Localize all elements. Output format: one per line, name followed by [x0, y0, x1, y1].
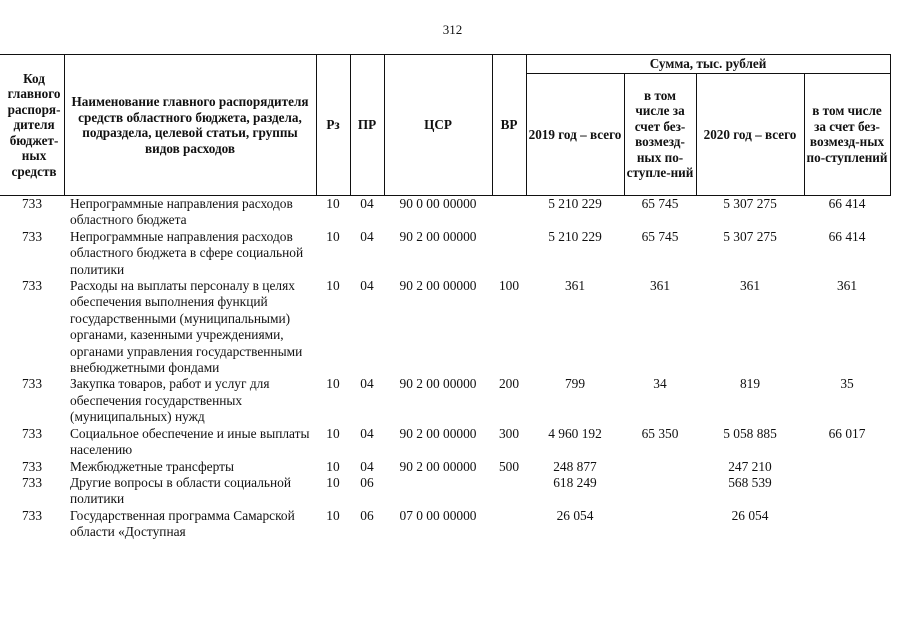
table-row: [0, 229, 890, 278]
cell-2019-total: 26 054: [556, 507, 594, 523]
cell-code: 733: [21, 425, 43, 441]
cell-csr: 90 2 00 00000: [399, 228, 477, 244]
cell-2020-total: 5 307 275: [723, 228, 777, 244]
cell-2019-total: 799: [564, 376, 586, 392]
cell-2020-total: 568 539: [728, 474, 772, 490]
cell-2019-total: 361: [564, 278, 586, 294]
cell-2020-total: 361: [739, 278, 761, 294]
cell-name: Закупка товаров, работ и услуг для обеспечения государственных (муниципальных) нужд: [70, 376, 270, 425]
cell-code: 733: [21, 507, 43, 523]
cell-name: Другие вопросы в области социальной политики: [70, 474, 292, 507]
cell-vr: 300: [498, 425, 520, 441]
header-2019-free: в том числе за счет без-возмезд-ных по-ступле-ний: [624, 73, 696, 196]
cell-2020-total: 5 307 275: [723, 196, 777, 211]
budget-table-container: [0, 54, 905, 541]
cell-pr: 04: [360, 425, 374, 441]
cell-vr: 500: [498, 458, 520, 474]
header-code-line: дителя: [13, 117, 55, 133]
table-row: [0, 376, 890, 425]
cell-2019-free: 65 350: [641, 425, 679, 441]
cell-name: Государственная программа Самарской области «Доступная: [70, 507, 295, 540]
cell-pr: 04: [360, 196, 374, 211]
header-pr: ПР: [350, 55, 384, 196]
cell-pr: 04: [360, 458, 374, 474]
header-2019-total: 2019 год – всего: [526, 73, 624, 196]
cell-rz: 10: [326, 425, 340, 441]
header-sum-title: Сумма, тыс. рублей: [526, 55, 890, 74]
cell-2020-free: [804, 508, 890, 541]
cell-vr: 100: [498, 278, 520, 294]
cell-2019-total: 5 210 229: [548, 228, 602, 244]
cell-rz: 10: [326, 458, 340, 474]
cell-2020-free: 66 414: [828, 228, 866, 244]
cell-pr: 06: [360, 507, 374, 523]
header-code-line: средств: [11, 163, 57, 179]
cell-2020-free: 361: [836, 278, 858, 294]
cell-2019-total: 618 249: [553, 474, 597, 490]
cell-2020-free: 35: [840, 376, 854, 392]
cell-vr: [492, 229, 526, 278]
cell-2019-free: 65 745: [641, 196, 679, 211]
cell-2020-free: 66 017: [828, 425, 866, 441]
cell-pr: 04: [360, 278, 374, 294]
cell-csr: [384, 475, 492, 508]
cell-rz: 10: [326, 376, 340, 392]
cell-name: Социальное обеспечение и иные выплаты населению: [70, 425, 310, 458]
table-row: [0, 508, 890, 541]
page-number: 312: [442, 22, 463, 37]
cell-2020-free: 66 414: [828, 196, 866, 211]
cell-csr: 90 2 00 00000: [399, 278, 477, 294]
cell-name: Непрограммные направления расходов областного бюджета: [70, 196, 293, 228]
header-code-line: бюджет-: [9, 132, 59, 148]
cell-2020-total: 247 210: [728, 458, 772, 474]
cell-csr: 07 0 00 00000: [399, 507, 477, 523]
cell-2019-free: 34: [653, 376, 667, 392]
cell-2020-total: 5 058 885: [723, 425, 777, 441]
cell-code: 733: [21, 474, 43, 490]
cell-2019-total: 5 210 229: [548, 196, 602, 211]
table-row: [0, 278, 890, 376]
cell-vr: [492, 475, 526, 508]
cell-2019-free: [624, 508, 696, 541]
cell-rz: 10: [326, 228, 340, 244]
header-2020-total: 2020 год – всего: [696, 73, 804, 196]
cell-rz: 10: [326, 474, 340, 490]
header-csr: ЦСР: [384, 55, 492, 196]
header-code-line: ных: [21, 148, 47, 164]
cell-2020-free: [804, 459, 890, 475]
cell-2020-total: 819: [739, 376, 761, 392]
header-code: [0, 55, 64, 196]
cell-2020-total: 26 054: [731, 507, 769, 523]
budget-table: [0, 54, 891, 541]
cell-name: Непрограммные направления расходов областного бюджета в сфере социальной политики: [70, 228, 304, 277]
cell-2019-free: 65 745: [641, 228, 679, 244]
cell-name: Межбюджетные трансферты: [70, 458, 234, 474]
cell-pr: 06: [360, 474, 374, 490]
cell-code: 733: [21, 278, 43, 294]
cell-name: Расходы на выплаты персоналу в целях обеспечения выполнения функций государственными (муниципальными) органами, казенными учреждениями, органами управления государственными внебюджетными фондами: [70, 278, 303, 376]
cell-csr: 90 2 00 00000: [399, 425, 477, 441]
cell-vr: [492, 508, 526, 541]
header-rz: Рз: [316, 55, 350, 196]
cell-2020-free: [804, 475, 890, 508]
table-row: [0, 196, 890, 229]
cell-code: 733: [21, 228, 43, 244]
table-row: [0, 426, 890, 459]
table-row: [0, 475, 890, 508]
header-2020-free: в том числе за счет без-возмезд-ных по-ступлений: [804, 73, 890, 196]
cell-pr: 04: [360, 376, 374, 392]
cell-pr: 04: [360, 228, 374, 244]
cell-csr: 90 2 00 00000: [399, 458, 477, 474]
cell-2019-total: 248 877: [553, 458, 597, 474]
cell-code: 733: [21, 376, 43, 392]
cell-rz: 10: [326, 196, 340, 211]
table-row: [0, 459, 890, 475]
header-code-line: Код: [23, 70, 45, 86]
cell-vr: [492, 196, 526, 229]
cell-rz: 10: [326, 507, 340, 523]
header-code-line: распоря-: [7, 101, 61, 117]
cell-2019-free: [624, 459, 696, 475]
cell-rz: 10: [326, 278, 340, 294]
header-name: Наименование главного распорядителя средств областного бюджета, раздела, подраздела, целевой статьи, группы видов расходов: [64, 55, 316, 196]
cell-csr: 90 2 00 00000: [399, 376, 477, 392]
cell-code: 733: [21, 458, 43, 474]
cell-2019-free: [624, 475, 696, 508]
header-vr: ВР: [492, 55, 526, 196]
cell-2019-total: 4 960 192: [548, 425, 602, 441]
header-code-line: главного: [7, 86, 61, 102]
cell-vr: 200: [498, 376, 520, 392]
cell-code: 733: [21, 196, 43, 211]
cell-csr: 90 0 00 00000: [399, 196, 477, 211]
cell-2019-free: 361: [649, 278, 671, 294]
